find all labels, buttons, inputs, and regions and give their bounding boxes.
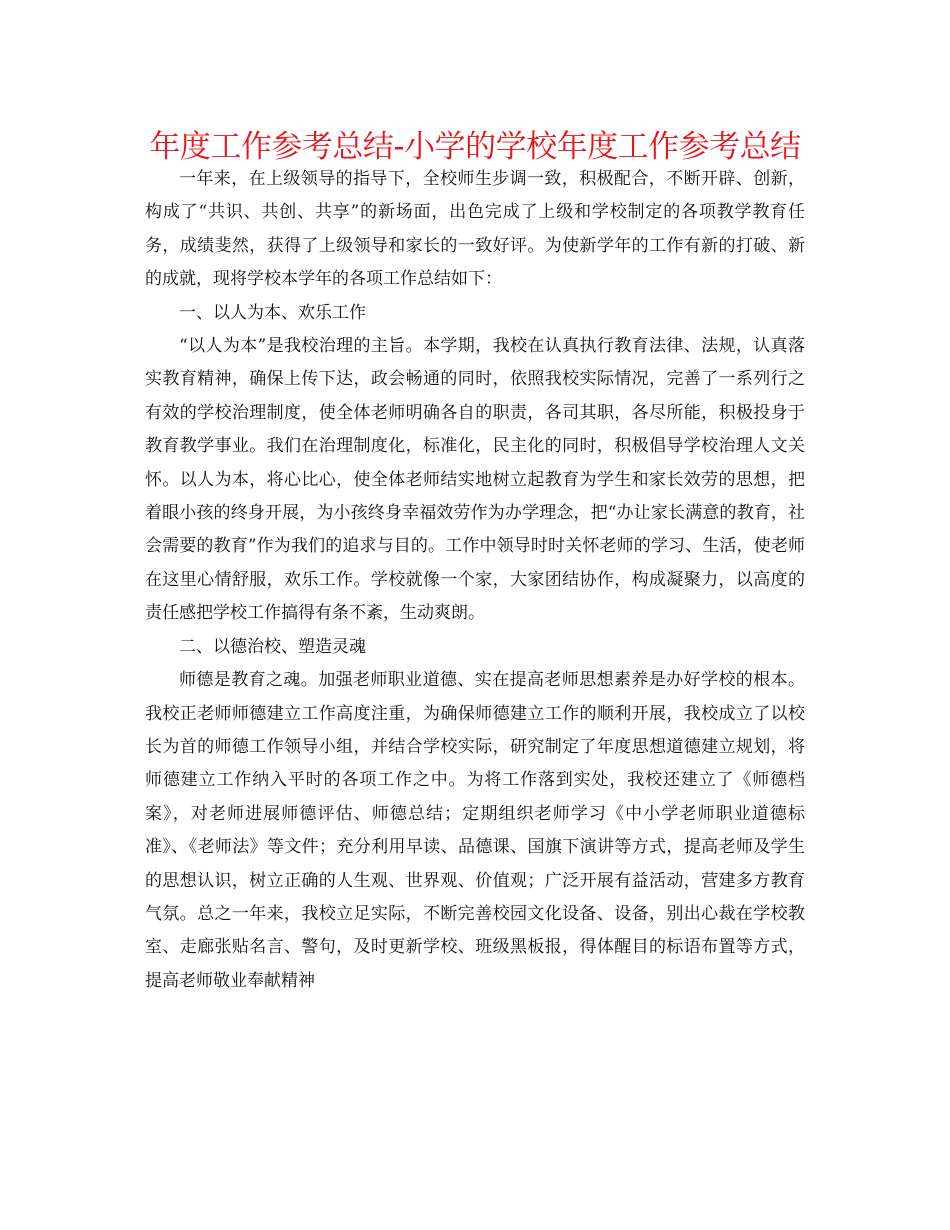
section-body-1: “以人为本”是我校治理的主旨。本学期，我校在认真执行教育法律、法规，认真落实教育精神，确保上传下达，政会畅通的同时，依照我校实际情况，完善了一系列行之有效的学校治理制度，使全体老师明确各自的职责，各司其职，各尽所能，积极投身于教育教学事业。我们在治理制度化，标准化，民主化的同时，积极倡导学校治理人文关怀。以人为本，将心比心，使全体老师结实地树立起教育为学生和家长效劳的思想，把着眼小孩的终身开展，为小孩终身幸福效劳作为办学理念，把“办让家长满意的教育，社会需要的教育”作为我们的追求与目的。工作中领导时时关怀老师的学习、生活，使老师在这里心情舒服，欢乐工作。学校就像一个家，大家团结协作，构成凝聚力，以高度的责任感把学校工作搞得有条不紊，生动爽朗。 — [145, 336, 805, 624]
intro-paragraph: 一年来，在上级领导的指导下，全校师生步调一致，积极配合，不断开辟、创新，构成了“共识、共创、共享”的新场面，出色完成了上级和学校制定的各项教学教育任务，成绩斐然，获得了上级领导和家长的一致好评。为使新学年的工作有新的打破、新的成就，现将学校本学年的各项工作总结如下： — [145, 169, 805, 290]
section-body-2: 师德是教育之魂。加强老师职业道德、实在提高老师思想素养是办好学校的根本。我校正老师师德建立工作高度注重，为确保师德建立工作的顺利开展，我校成立了以校长为首的师德工作领导小组，并结合学校实际，研究制定了年度思想道德建立规划，将师德建立工作纳入平时的各项工作之中。为将工作落到实处，我校还建立了《师德档案》，对老师进展师德评估、师德总结；定期组织老师学习《中小学老师职业道德标准》、《老师法》等文件；充分利用早读、品德课、国旗下演讲等方式，提高老师及学生的思想认识，树立正确的人生观、世界观、价值观；广泛开展有益活动，营建多方教育气氛。总之一年来，我校立足实际，不断完善校园文化设备、设备，别出心裁在学校教室、走廊张贴名言、警句，及时更新学校、班级黑板报，得体醒目的标语布置等方式，提高老师敬业奉献精神 — [145, 670, 805, 991]
document-body — [145, 163, 805, 998]
section-heading-2: 二、以德治校、塑造灵魂 — [179, 636, 366, 657]
section-heading-1: 一、以人为本、欢乐工作 — [179, 302, 366, 323]
document-title: 年度工作参考总结-小学的学校年度工作参考总结 — [149, 129, 801, 165]
